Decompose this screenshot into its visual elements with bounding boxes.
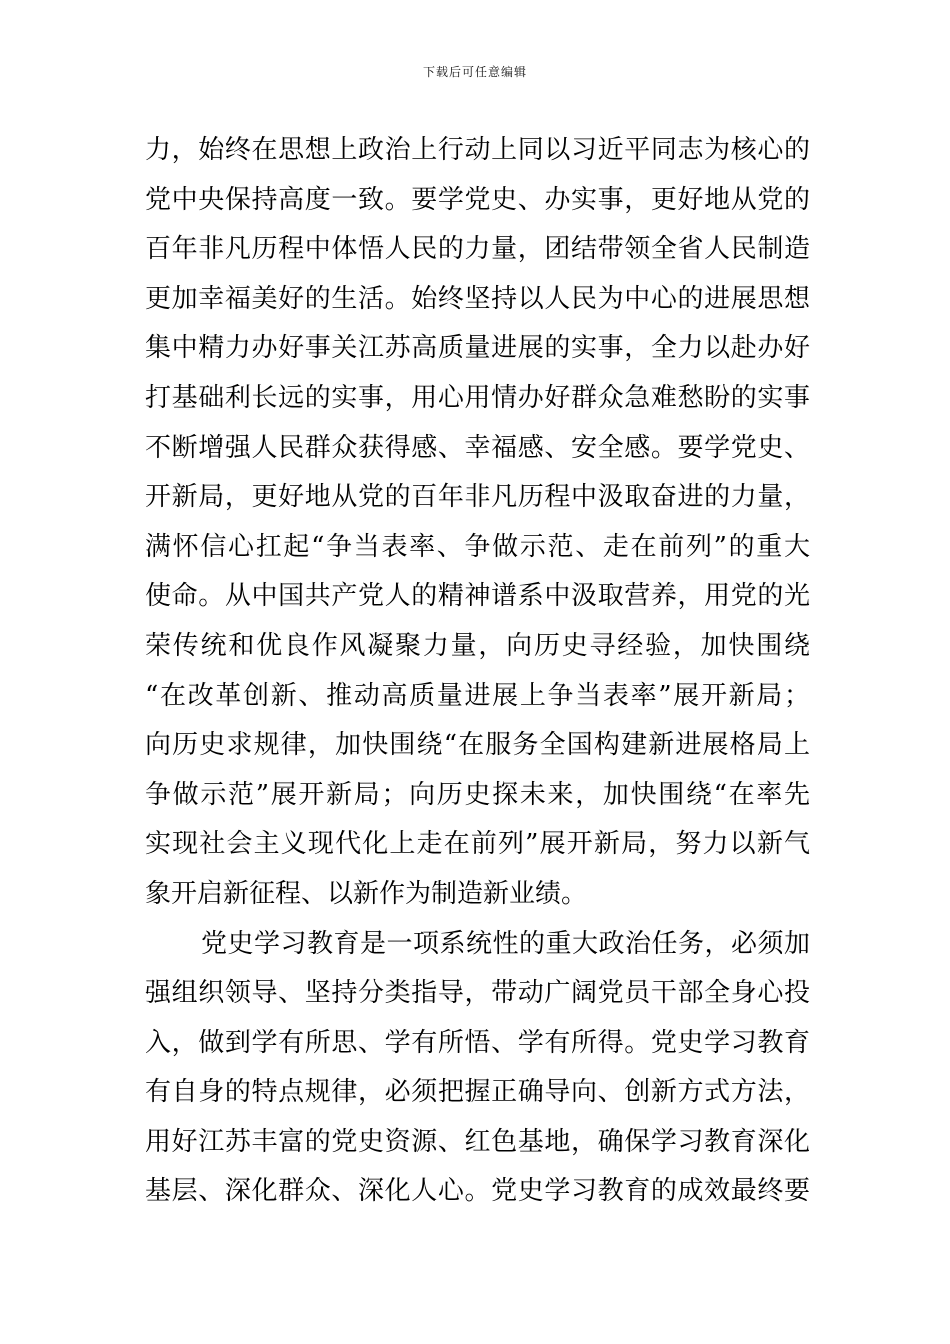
text-line: 集中精力办好事关江苏高质量进展的实事，全力以赴办好 <box>145 333 810 364</box>
page-header: 下载后可任意编辑 <box>422 65 527 79</box>
text-line: 象开启新征程、以新作为制造新业绩。 <box>145 878 588 909</box>
text-line: 百年非凡历程中体悟人民的力量，团结带领全省人民制造 <box>145 234 810 265</box>
text-line: 党史学习教育是一项系统性的重大政治任务，必须加 <box>201 928 810 959</box>
text-line: 力，始终在思想上政治上行动上同以习近平同志为核心的 <box>145 135 810 165</box>
text-line: “在改革创新、推动高质量进展上争当表率”展开新局； <box>145 680 810 711</box>
text-line: 争做示范”展开新局；向历史探未来，加快围绕“在率先 <box>145 779 810 810</box>
text-line: 强组织领导、坚持分类指导，带动广阔党员干部全身心投 <box>145 978 810 1009</box>
text-line: 更加幸福美好的生活。始终坚持以人民为中心的进展思想 <box>145 283 810 314</box>
text-line: 用好江苏丰富的党史资源、红色基地，确保学习教育深化 <box>145 1126 810 1157</box>
text-line: 使命。从中国共产党人的精神谱系中汲取营养，用党的光 <box>145 581 810 612</box>
text-line: 不断增强人民群众获得感、幸福感、安全感。要学党史、 <box>145 432 810 463</box>
text-line: 向历史求规律，加快围绕“在服务全国构建新进展格局上 <box>145 730 810 761</box>
text-line: 入，做到学有所思、学有所悟、学有所得。党史学习教育 <box>145 1027 810 1058</box>
text-line: 荣传统和优良作风凝聚力量，向历史寻经验，加快围绕 <box>145 630 810 661</box>
text-line: 满怀信心扛起“争当表率、争做示范、走在前列”的重大 <box>145 531 810 562</box>
text-line: 有自身的特点规律，必须把握正确导向、创新方式方法， <box>145 1077 810 1108</box>
text-line: 基层、深化群众、深化人心。党史学习教育的成效最终要 <box>145 1176 810 1207</box>
body-text <box>145 126 810 1217</box>
text-line: 开新局，更好地从党的百年非凡历程中汲取奋进的力量， <box>145 482 810 513</box>
text-line: 打基础利长远的实事，用心用情办好群众急难愁盼的实事 <box>145 382 810 413</box>
text-line: 党中央保持高度一致。要学党史、办实事，更好地从党的 <box>145 184 810 215</box>
text-line: 实现社会主义现代化上走在前列”展开新局，努力以新气 <box>145 829 810 860</box>
